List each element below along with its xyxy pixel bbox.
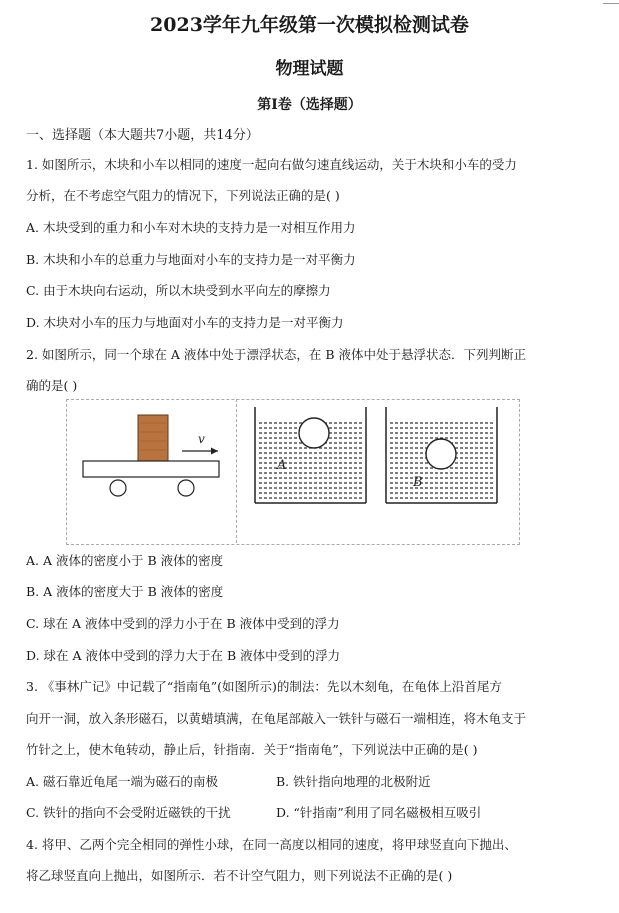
q4-stem-line1: 4. 将甲、乙两个完全相同的弹性小球，在同一高度以相同的速度，将甲球竖直向下抛出、 xyxy=(26,837,517,852)
q1-stem-line1: 1. 如图所示，木块和小车以相同的速度一起向右做匀速直线运动，关于木块和小车的受力 xyxy=(26,157,517,172)
volume-heading: 第Ⅰ卷（选择题） xyxy=(257,97,362,113)
q3-option-a: A. 磁石靠近龟尾一端为磁石的南极 xyxy=(26,774,218,789)
cart-body xyxy=(83,461,219,477)
q2-stem-line1: 2. 如图所示，同一个球在 A 液体中处于漂浮状态，在 B 液体中处于悬浮状态．下列判断正 xyxy=(26,347,527,362)
q2-stem-line2: 确的是( ) xyxy=(26,378,78,393)
cart-figure xyxy=(83,415,219,496)
beaker-b-label: B xyxy=(413,475,423,490)
q3-option-b: B. 铁针指向地理的北极附近 xyxy=(276,774,431,789)
velocity-arrowhead xyxy=(211,448,218,455)
q3-stem-line3: 竹针之上，使木龟转动，静止后，针指南．关于“指南龟”，下列说法中正确的是( ) xyxy=(26,742,478,757)
q3-stem-line1: 3. 《事林广记》中记载了“指南龟”(如图所示)的制法：先以木刻龟，在龟体上沿首尾方 xyxy=(26,679,502,694)
figure-illustration xyxy=(66,399,518,543)
q1-option-a: A. 木块受到的重力和小车对木块的支持力是一对相互作用力 xyxy=(26,220,356,235)
q3-option-c: C. 铁针的指向不会受附近磁铁的干扰 xyxy=(26,805,231,820)
q1-option-b: B. 木块和小车的总重力与地面对小车的支持力是一对平衡力 xyxy=(26,252,356,267)
q1-option-d: D. 木块对小车的压力与地面对小车的支持力是一对平衡力 xyxy=(26,315,344,330)
q2-option-b: B. A 液体的密度大于 B 液体的密度 xyxy=(26,584,224,599)
section-heading: 一、选择题（本大题共7小题，共14分） xyxy=(26,128,259,143)
cart-wheel-right xyxy=(178,480,194,496)
q3-stem-line2: 向开一洞，放入条形磁石，以黄蜡填满，在龟尾部敲入一铁针与磁石一端相连，将木龟支于 xyxy=(26,711,527,726)
velocity-label: v xyxy=(198,432,205,446)
q1-stem-line2: 分析，在不考虑空气阻力的情况下，下列说法正确的是( ) xyxy=(26,188,340,203)
q2-option-d: D. 球在 A 液体中受到的浮力大于在 B 液体中受到的浮力 xyxy=(26,648,341,663)
exam-title: 2023学年九年级第一次模拟检测试卷 xyxy=(150,14,469,36)
page-corner-mark xyxy=(603,0,619,4)
q1-option-c: C. 由于木块向右运动，所以木块受到水平向左的摩擦力 xyxy=(26,283,331,298)
beaker-a xyxy=(255,407,366,503)
cart-wheel-left xyxy=(110,480,126,496)
q2-option-c: C. 球在 A 液体中受到的浮力小于在 B 液体中受到的浮力 xyxy=(26,616,340,631)
ball-in-b xyxy=(426,439,456,469)
q4-stem-line2: 将乙球竖直向上抛出，如图所示．若不计空气阻力，则下列说法不正确的是( ) xyxy=(26,868,453,883)
ball-in-a xyxy=(299,418,329,448)
q2-option-a: A. A 液体的密度小于 B 液体的密度 xyxy=(26,553,224,568)
q3-option-d: D. “针指南”利用了同名磁极相互吸引 xyxy=(276,805,482,820)
wooden-block xyxy=(138,415,168,461)
subject-title: 物理试题 xyxy=(275,59,344,79)
beaker-a-label: A xyxy=(277,458,287,473)
beaker-b xyxy=(386,407,497,503)
